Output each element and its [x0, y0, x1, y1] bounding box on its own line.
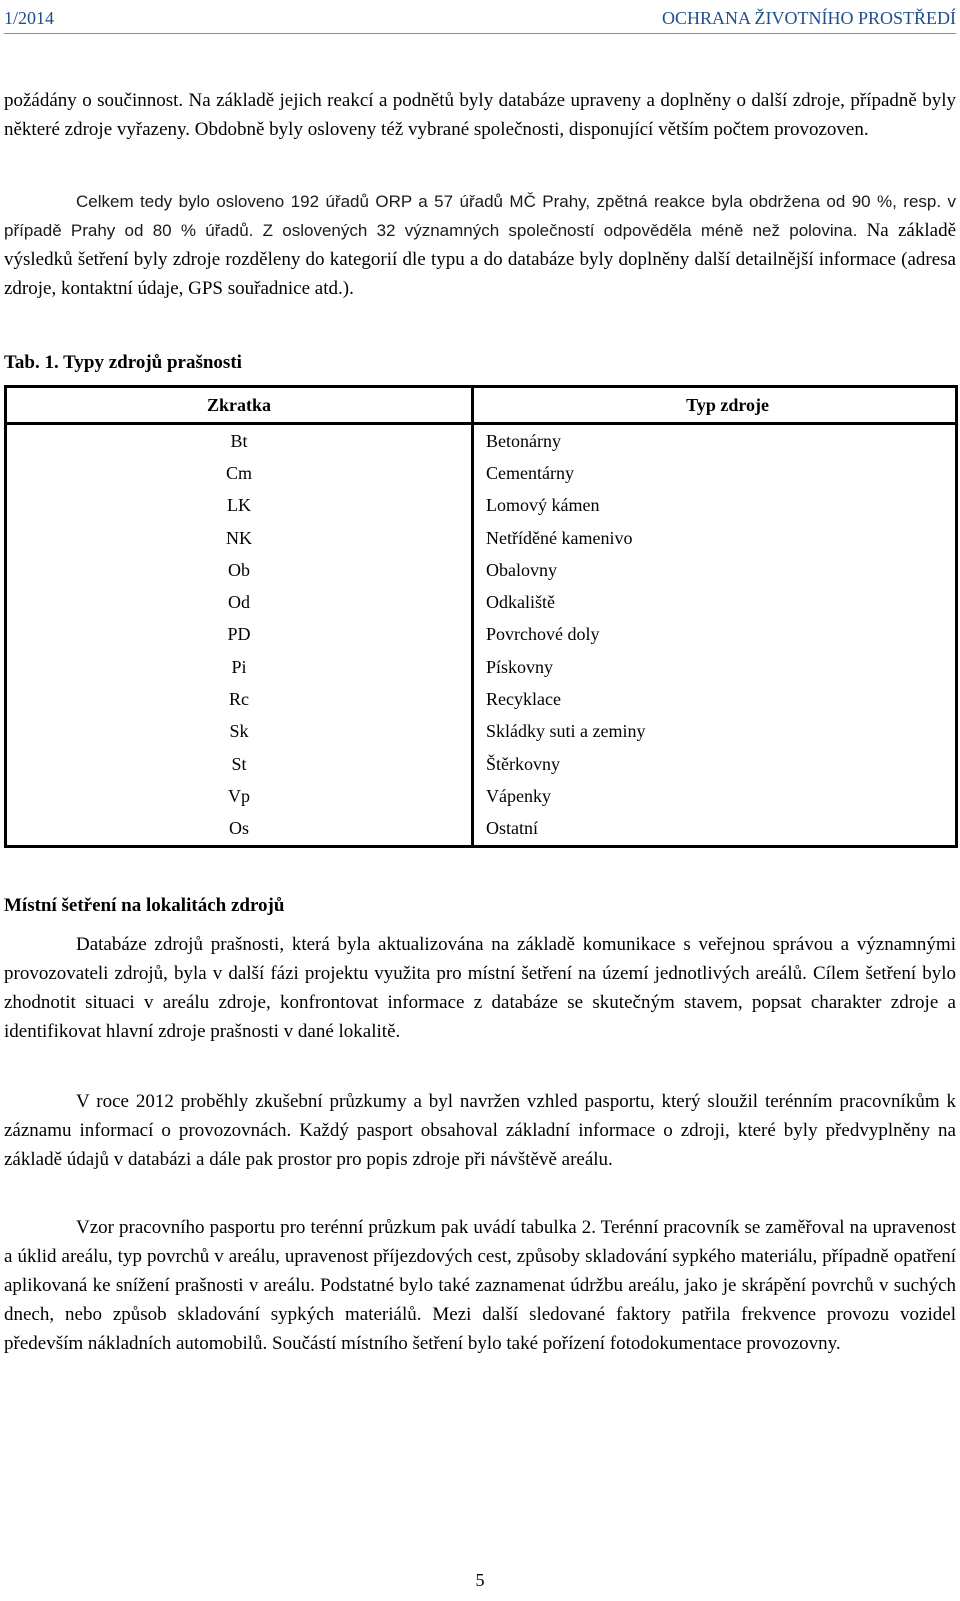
- table-row: [6, 424, 957, 458]
- intro-paragraph-1: požádány o součinnost. Na základě jejich reakcí a podnětů byly databáze upraveny a doplněny o další zdroje, případně byly některé zdroje vyřazeny. Obdobně byly osloveny též vybrané společnosti, disponující větším počtem provozoven.: [4, 90, 956, 140]
- table-caption: Tab. 1. Typy zdrojů prašnosti: [4, 352, 242, 373]
- intro-paragraph-2-sans-text: Celkem tedy bylo osloveno 192 úřadů ORP a 57 úřadů MČ Prahy, zpětná reakce byla obdržena od 90 %, resp. v případě Prahy od 80 % úřadů. Z oslovených 32 významných společností odpověděla méně než polovina.: [4, 192, 956, 240]
- section-paragraph-2: V roce 2012 proběhly zkušební průzkumy a byl navržen vzhled pasportu, který sloužil terénním pracovníkům k záznamu informací o provozovnách. Každý pasport obsahoval základní informace o zdroji, které byly předvyplněny na základě údajů v databázi a dále pak prostor pro popis zdroje při návštěvě areálu.: [4, 1091, 956, 1170]
- abbreviation-cell: Ob: [6, 554, 473, 586]
- table-header-row: [6, 387, 957, 424]
- source-type-cell: Betonárny: [486, 430, 561, 451]
- abbreviation-cell: Rc: [6, 683, 473, 715]
- abbreviation-cell: Pi: [6, 651, 473, 683]
- abbreviation-cell: Cm: [6, 457, 473, 489]
- abbreviation-cell: LK: [6, 490, 473, 522]
- table-row: [6, 748, 957, 780]
- abbreviation-cell: PD: [6, 619, 473, 651]
- table-row: [6, 554, 957, 586]
- abbreviation-cell: Sk: [6, 716, 473, 748]
- table-body: [6, 424, 957, 847]
- section-paragraph-1: Databáze zdrojů prašnosti, která byla aktualizována na základě komunikace s veřejnou správou a významnými provozovateli zdrojů, byla v další fázi projektu využita pro místní šetření na území jednotlivých areálů. Cílem šetření bylo zhodnotit situaci v areálu zdroje, konfrontovat informace z databáze se skutečným stavem, popsat charakter zdroje a identifikovat hlavní zdroje prašnosti v dané lokalitě.: [4, 934, 956, 1042]
- table-row: [6, 457, 957, 489]
- issue-number: 1/2014: [4, 7, 55, 28]
- source-type-cell: Povrchové doly: [486, 624, 600, 645]
- column-header-source-type: Typ zdroje: [473, 387, 957, 424]
- abbreviation-cell: Os: [6, 813, 473, 847]
- dust-source-types-table: [4, 385, 958, 848]
- source-type-cell: Pískovny: [486, 656, 554, 677]
- abbreviation-cell: St: [6, 748, 473, 780]
- abbreviation-cell: Od: [6, 587, 473, 619]
- source-type-cell: Cementárny: [486, 463, 574, 483]
- table-row: [6, 651, 957, 683]
- header-divider: [4, 33, 956, 34]
- source-type-cell: Netříděné kamenivo: [486, 527, 633, 548]
- table-row: [6, 683, 957, 715]
- table-row: [6, 587, 957, 619]
- section-title: Místní šetření na lokalitách zdrojů: [4, 895, 285, 916]
- page-number: 5: [475, 1570, 485, 1590]
- abbreviation-cell: Vp: [6, 780, 473, 812]
- source-type-cell: Odkaliště: [486, 592, 555, 613]
- source-type-cell: Obalovny: [486, 559, 557, 580]
- table-row: [6, 619, 957, 651]
- section-paragraph-3: Vzor pracovního pasportu pro terénní průzkum pak uvádí tabulka 2. Terénní pracovník se zaměřoval na upravenost a úklid areálu, typ povrchů v areálu, upravenost příjezdových cest, způsoby skladování sypkého materiálu, případně opatření aplikovaná ke snížení prašnosti v areálu. Podstatné bylo také zaznamenat údržbu areálu, jako je skrápění povrchů v suchých dnech, nebo způsob skladování sypkých materiálů. Mezi další sledované faktory patřila frekvence provozu vozidel především nákladních automobilů. Součástí místního šetření bylo také pořízení fotodokumentace provozovny.: [4, 1217, 956, 1354]
- table-row: [6, 522, 957, 554]
- table-row: [6, 780, 957, 812]
- source-type-cell: Lomový kámen: [486, 495, 600, 516]
- intro-paragraph-2: [4, 187, 956, 303]
- source-type-cell: Skládky suti a zeminy: [486, 721, 646, 742]
- table-row: [6, 813, 957, 847]
- table-row: [6, 716, 957, 748]
- intro-paragraph-2-serif-text: Na základě výsledků šetření byly zdroje rozděleny do kategorií dle typu a do databáze byly doplněny další detailnější informace (adresa zdroje, kontaktní údaje, GPS souřadnice atd.).: [4, 220, 957, 299]
- column-header-abbreviation: Zkratka: [6, 387, 473, 424]
- table-row: [6, 490, 957, 522]
- source-type-cell: Štěrkovny: [486, 753, 560, 774]
- page-header: [4, 4, 956, 32]
- source-type-cell: Ostatní: [486, 818, 538, 839]
- abbreviation-cell: NK: [6, 522, 473, 554]
- journal-title: OCHRANA ŽIVOTNÍHO PROSTŘEDÍ: [661, 7, 956, 28]
- source-type-cell: Recyklace: [486, 689, 561, 710]
- abbreviation-cell: Bt: [6, 424, 473, 458]
- source-type-cell: Vápenky: [486, 785, 551, 806]
